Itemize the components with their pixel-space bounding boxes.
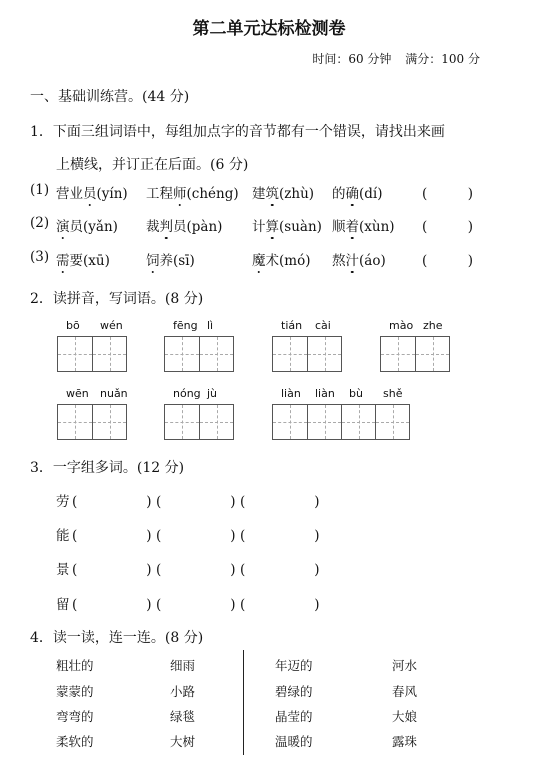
dotted-char: 着 (345, 219, 359, 235)
q1-answer-blank[interactable]: ( ) (422, 186, 474, 202)
match-item[interactable]: 年迈的 (275, 658, 313, 673)
q1-word: 需要(xū) (56, 253, 110, 269)
q3-answer-blank[interactable]: ( ) (240, 562, 323, 578)
part1-heading: 一、基础训练营。(44 分) (30, 89, 190, 105)
grid-cell[interactable] (341, 405, 375, 439)
match-item[interactable]: 大娘 (392, 709, 418, 724)
match-item[interactable]: 温暖的 (275, 734, 313, 749)
q1-line2: 上横线，并订正在后面。(6 分) (56, 157, 249, 173)
dotted-char: 判 (159, 219, 173, 235)
grid-cell[interactable] (307, 405, 341, 439)
q3-answer-blank[interactable]: ( ) (72, 597, 155, 613)
writing-grid[interactable] (164, 336, 234, 372)
q3-char: 劳 (56, 494, 70, 510)
dotted-char: 算 (265, 219, 279, 235)
match-item[interactable]: 露珠 (392, 734, 418, 749)
full-score: 满分：100 分 (405, 52, 480, 66)
grid-cell[interactable] (273, 405, 307, 439)
pinyin-label: fēng (173, 319, 198, 332)
writing-grid[interactable] (272, 336, 342, 372)
q1-answer-blank[interactable]: ( ) (422, 253, 474, 269)
match-item[interactable]: 粗壮的 (56, 658, 94, 673)
dotted-char: 魔 (252, 253, 266, 269)
grid-cell[interactable] (381, 337, 415, 371)
writing-grid[interactable] (380, 336, 450, 372)
q2-heading: 2．读拼音，写词语。(8 分) (30, 291, 204, 307)
dotted-char: 确 (345, 186, 359, 202)
q1-word: 的确(dí) (332, 186, 383, 202)
pinyin-label: nuǎn (100, 387, 128, 400)
q1-word: 顺着(xùn) (332, 219, 395, 235)
q3-row (0, 490, 538, 512)
q3-answer-blank[interactable]: ( ) (240, 494, 323, 510)
time-limit: 时间：60 分钟 (312, 52, 392, 66)
q3-answer-blank[interactable]: ( ) (240, 597, 323, 613)
writing-grid[interactable] (57, 336, 127, 372)
pinyin-label: jù (207, 387, 218, 400)
q3-char: 能 (56, 528, 70, 544)
dotted-char: 需 (56, 253, 70, 269)
q1-word: 演员(yǎn) (56, 219, 118, 235)
q1-word: 饲养(sī) (146, 253, 195, 269)
pinyin-label: liàn (315, 387, 335, 400)
q1-word: 魔术(mó) (252, 253, 311, 269)
q1-word: 建筑(zhù) (252, 186, 315, 202)
pinyin-label: bō (66, 319, 80, 332)
pinyin-label: liàn (281, 387, 301, 400)
match-item[interactable]: 蒙蒙的 (56, 684, 94, 699)
grid-cell[interactable] (307, 337, 341, 371)
page-title: 第二单元达标检测卷 (192, 19, 346, 39)
q1-word: 熬汁(áo) (332, 253, 386, 269)
grid-cell[interactable] (92, 337, 126, 371)
q3-row (0, 593, 538, 615)
grid-cell[interactable] (375, 405, 409, 439)
exam-meta (302, 50, 480, 67)
q3-answer-blank[interactable]: ( ) (72, 528, 155, 544)
match-item[interactable]: 晶莹的 (275, 709, 313, 724)
pinyin-label: tián (281, 319, 303, 332)
q3-answer-blank[interactable]: ( ) (72, 562, 155, 578)
pinyin-label: lì (207, 319, 214, 332)
q3-answer-blank[interactable]: ( ) (72, 494, 155, 510)
q3-answer-blank[interactable]: ( ) (156, 528, 239, 544)
q3-char: 留 (56, 597, 70, 613)
grid-cell[interactable] (199, 405, 233, 439)
q1-row-number: (2) (30, 215, 50, 231)
pinyin-label: cài (315, 319, 331, 332)
dotted-char: 员 (83, 186, 97, 202)
q3-answer-blank[interactable]: ( ) (156, 562, 239, 578)
pinyin-label: bù (349, 387, 363, 400)
match-item[interactable]: 小路 (170, 684, 196, 699)
grid-cell[interactable] (165, 337, 199, 371)
q3-char: 景 (56, 562, 70, 578)
q3-row (0, 524, 538, 546)
q4-heading: 4．读一读，连一连。(8 分) (30, 630, 204, 646)
pinyin-label: nóng (173, 387, 201, 400)
match-item[interactable]: 春风 (392, 684, 418, 699)
q1-word: 营业员(yín) (56, 186, 128, 202)
dotted-char: 师 (173, 186, 187, 202)
pinyin-label: mào (389, 319, 414, 332)
writing-grid[interactable] (272, 404, 410, 440)
q1-row (0, 182, 538, 204)
match-item[interactable]: 弯弯的 (56, 709, 94, 724)
match-item[interactable]: 绿毯 (170, 709, 196, 724)
writing-grid[interactable] (164, 404, 234, 440)
grid-cell[interactable] (415, 337, 449, 371)
q1-row (0, 215, 538, 237)
dotted-char: 饲 (146, 253, 160, 269)
grid-cell[interactable] (92, 405, 126, 439)
pinyin-label: zhe (423, 319, 443, 332)
match-item[interactable]: 细雨 (170, 658, 196, 673)
column-divider (243, 650, 244, 755)
dotted-char: 汁 (345, 253, 359, 269)
match-item[interactable]: 柔软的 (56, 734, 94, 749)
q1-line1: 1．下面三组词语中，每组加点字的音节都有一个错误，请找出来画 (30, 124, 445, 140)
grid-cell[interactable] (273, 337, 307, 371)
match-item[interactable]: 河水 (392, 658, 418, 673)
q1-row-number: (1) (30, 182, 50, 198)
q1-word: 工程师(chéng) (146, 186, 239, 202)
grid-cell[interactable] (165, 405, 199, 439)
writing-grid[interactable] (57, 404, 127, 440)
grid-cell[interactable] (58, 405, 92, 439)
pinyin-label: wén (100, 319, 123, 332)
q1-word: 计算(suàn) (252, 219, 322, 235)
dotted-char: 筑 (265, 186, 279, 202)
match-item[interactable]: 碧绿的 (275, 684, 313, 699)
match-item[interactable]: 大树 (170, 734, 196, 749)
q3-answer-blank[interactable]: ( ) (240, 528, 323, 544)
q3-row (0, 558, 538, 580)
q3-answer-blank[interactable]: ( ) (156, 597, 239, 613)
q3-answer-blank[interactable]: ( ) (156, 494, 239, 510)
grid-cell[interactable] (58, 337, 92, 371)
q1-word: 裁判员(pàn) (146, 219, 223, 235)
dotted-char: 演 (56, 219, 70, 235)
q1-row (0, 249, 538, 271)
q1-answer-blank[interactable]: ( ) (422, 219, 474, 235)
grid-cell[interactable] (199, 337, 233, 371)
q3-heading: 3．一字组多词。(12 分) (30, 460, 185, 476)
pinyin-label: shě (383, 387, 403, 400)
q1-row-number: (3) (30, 249, 50, 265)
pinyin-label: wēn (66, 387, 89, 400)
